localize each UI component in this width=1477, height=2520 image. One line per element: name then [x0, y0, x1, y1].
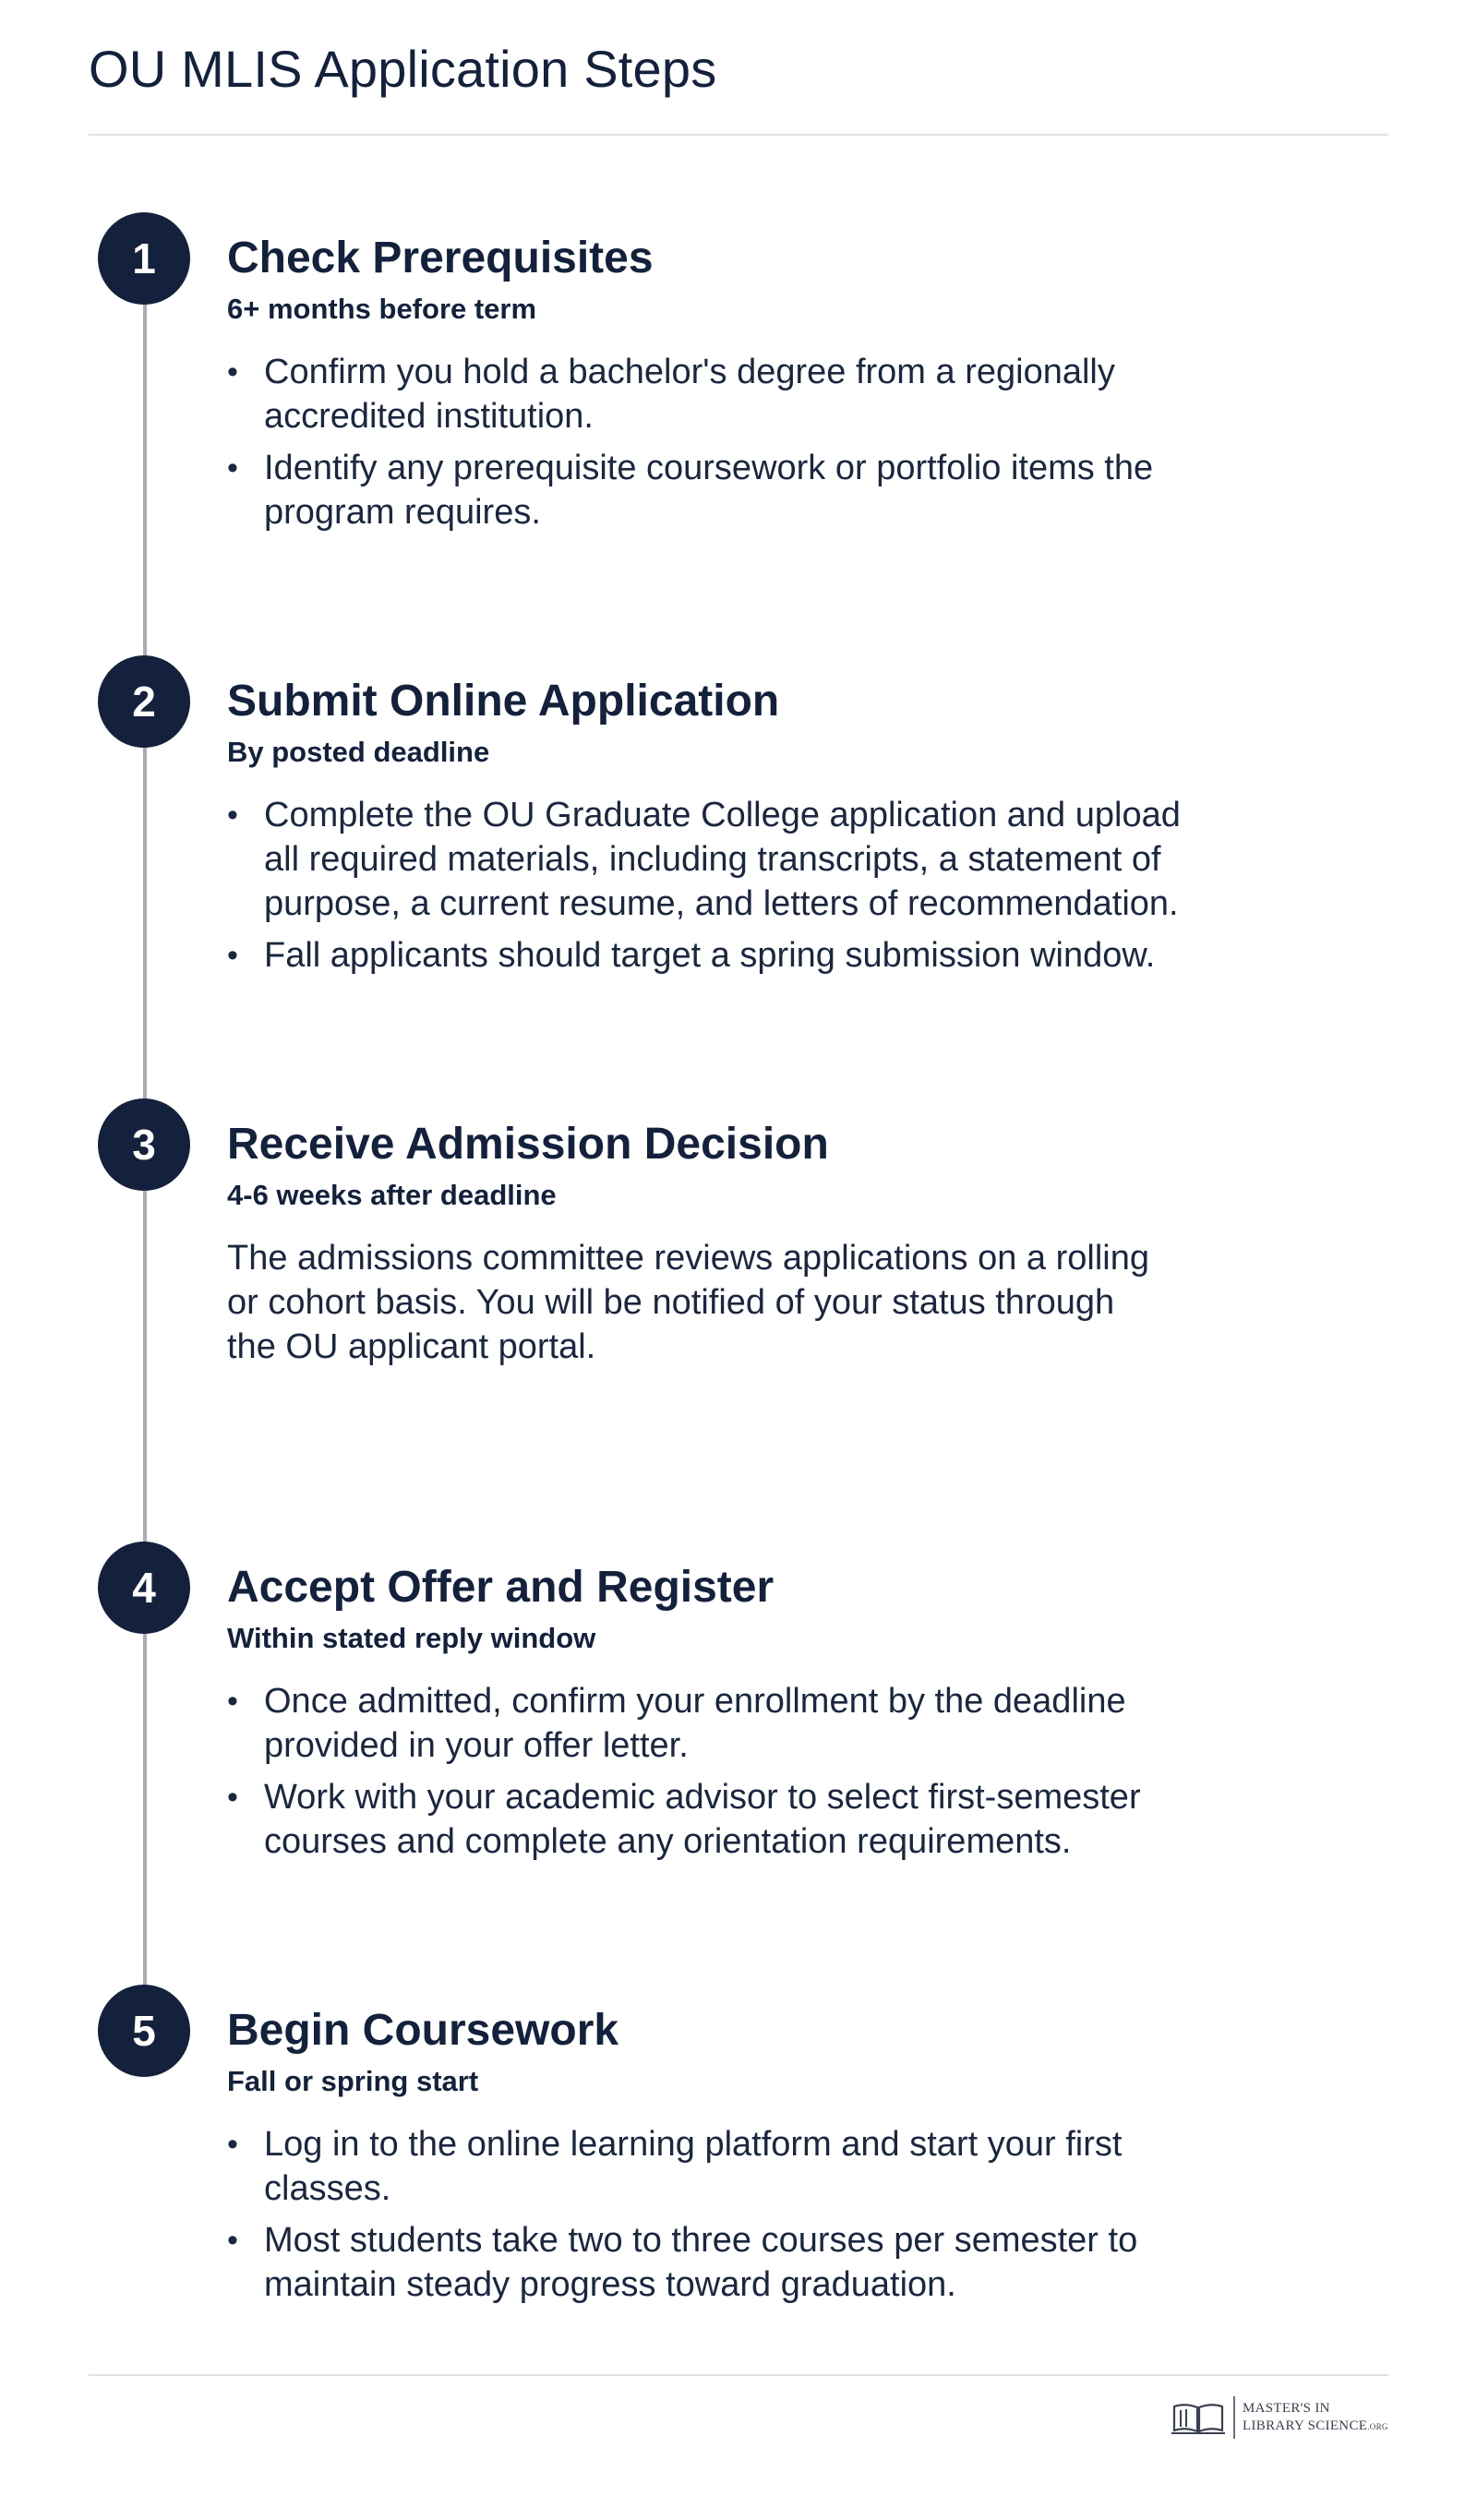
step-title: Check Prerequisites [227, 234, 654, 282]
step-number-badge: 3 [98, 1098, 190, 1191]
list-item: • Once admitted, confirm your enrollment by the deadline provided in your offer letter. [227, 1679, 1206, 1768]
list-item: • Work with your academic advisor to select first-semester courses and complete any orientation requirements. [227, 1775, 1206, 1864]
list-item: • Log in to the online learning platform and start your first classes. [227, 2122, 1206, 2211]
header-divider [89, 134, 1388, 136]
step-bullet-list [227, 1679, 1206, 1864]
step-timing: By posted deadline [227, 736, 490, 769]
step-content [227, 676, 1206, 985]
step-content [227, 233, 1206, 542]
step-title: Begin Coursework [227, 2006, 619, 2055]
step-timing: 4-6 weeks after deadline [227, 1179, 557, 1212]
list-item: • Identify any prerequisite coursework or portfolio items the program requires. [227, 446, 1206, 534]
step-timing: 6+ months before term [227, 293, 537, 326]
footer-divider [89, 2374, 1388, 2376]
step-title: Accept Offer and Register [227, 1563, 775, 1612]
site-logo [1171, 2396, 1388, 2439]
step-number-badge: 2 [98, 655, 190, 748]
step-number-badge: 1 [98, 212, 190, 305]
step-title: Submit Online Application [227, 677, 780, 726]
open-book-icon [1171, 2399, 1226, 2436]
logo-line-1: MASTER'S IN [1243, 2400, 1330, 2416]
step-timing: Fall or spring start [227, 2065, 479, 2098]
step-number-badge: 4 [98, 1542, 190, 1634]
step-content [227, 1119, 1206, 1369]
list-item: • Complete the OU Graduate College application and upload all required materials, including transcripts, a statement of purpose, a current resume, and letters of recommendation. [227, 793, 1206, 926]
step-bullet-list [227, 2122, 1206, 2307]
list-item: • Confirm you hold a bachelor's degree from a regionally accredited institution. [227, 350, 1206, 438]
logo-divider [1233, 2396, 1235, 2439]
logo-line-2: LIBRARY SCIENCE [1243, 2418, 1368, 2433]
logo-wordmark [1243, 2400, 1388, 2436]
step-bullet-list [227, 350, 1206, 534]
logo-suffix: .ORG [1367, 2421, 1388, 2431]
page-title: OU MLIS Application Steps [89, 40, 717, 98]
step-content [227, 2005, 1206, 2314]
step-description: The admissions committee reviews applications on a rolling or cohort basis. You will be notified of your status through the OU applicant portal. [227, 1239, 1150, 1367]
step-number-badge: 5 [98, 1985, 190, 2077]
list-item: • Most students take two to three courses per semester to maintain steady progress toward graduation. [227, 2218, 1206, 2307]
step-content [227, 1562, 1206, 1871]
step-bullet-list [227, 793, 1206, 978]
step-timing: Within stated reply window [227, 1622, 596, 1655]
step-title: Receive Admission Decision [227, 1120, 829, 1169]
list-item: • Fall applicants should target a spring submission window. [227, 933, 1206, 978]
